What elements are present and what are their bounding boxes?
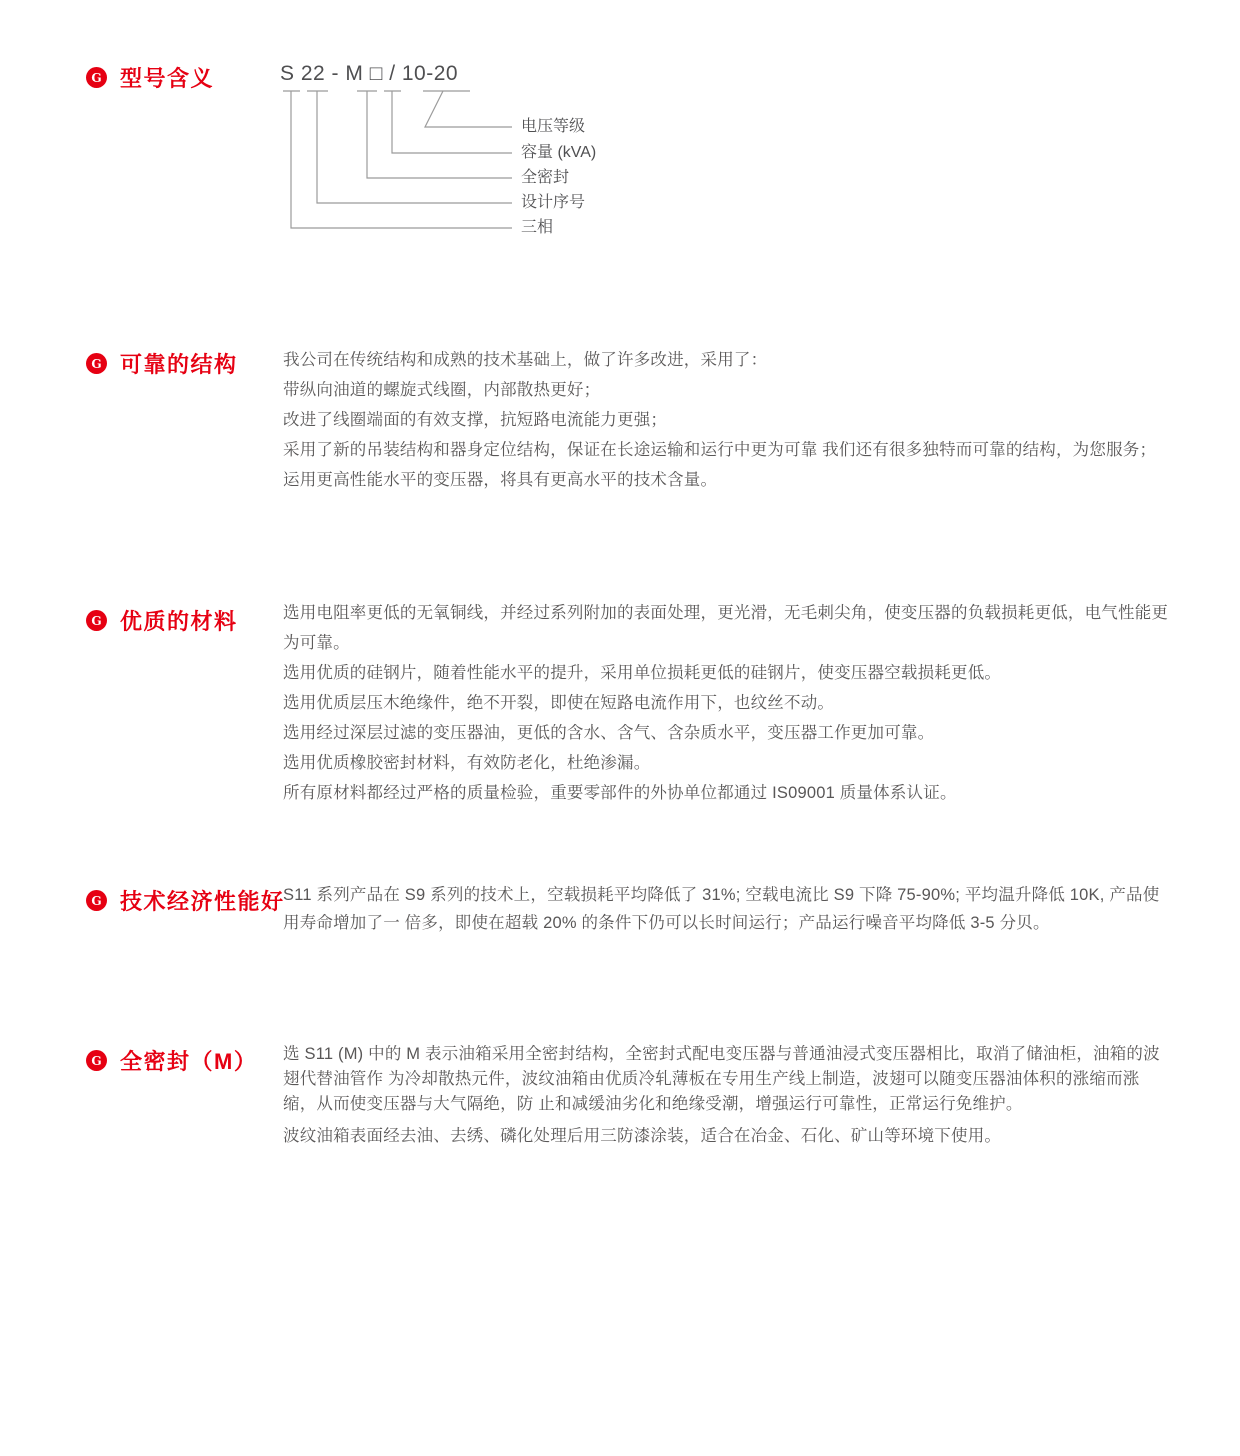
brand-bullet-glyph: G (91, 70, 102, 85)
section-sealed-body (283, 1042, 1171, 1149)
body-paragraph: 选用优质的硅钢片，随着性能水平的提升，采用单位损耗更低的硅钢片，使变压器空载损耗更低。 (283, 664, 1002, 682)
section-sealed-heading (86, 1045, 257, 1076)
section-title-sealed: 全密封（M） (120, 1049, 258, 1074)
section-title-structure: 可靠的结构 (120, 352, 238, 377)
diagram-label-voltage: 电压等级 (521, 118, 586, 135)
section-performance-heading (86, 885, 285, 916)
body-paragraph: 选用电阻率更低的无氧铜线，并经过系列附加的表面处理，更光滑，无毛刺尖角，使变压器的负载损耗更低，电气性能更为可靠。 (283, 604, 1169, 652)
section-performance-body (283, 881, 1171, 937)
brand-bullet-glyph: G (91, 613, 102, 628)
section-materials-body (283, 598, 1171, 808)
body-paragraph: 选用优质橡胶密封材料，有效防老化，杜绝渗漏。 (283, 754, 651, 772)
body-paragraph: 带纵向油道的螺旋式线圈，内部散热更好； (283, 381, 601, 399)
brand-bullet-icon (86, 610, 107, 631)
brand-bullet-glyph: G (91, 356, 102, 371)
body-paragraph: 所有原材料都经过严格的质量检验，重要零部件的外协单位都通过 IS09001 质量体系认证。 (283, 784, 957, 802)
diagram-leader-lines (275, 62, 695, 248)
diagram-label-sealed: 全密封 (521, 169, 570, 186)
body-paragraph: 采用了新的吊装结构和器身定位结构，保证在长途运输和运行中更为可靠 我们还有很多独特而可靠的结构，为您服务； (283, 441, 1157, 459)
body-paragraph: 运用更高性能水平的变压器，将具有更高水平的技术含量。 (283, 471, 718, 489)
brand-bullet-icon (86, 1050, 107, 1071)
brand-bullet-icon (86, 67, 107, 88)
diagram-label-design-no: 设计序号 (521, 194, 586, 211)
body-paragraph: 选用经过深层过滤的变压器油，更低的含水、含气、含杂质水平，变压器工作更加可靠。 (283, 724, 935, 742)
body-paragraph: S11 系列产品在 S9 系列的技术上，空载损耗平均降低了 31%; 空载电流比 S9 下降 75-90%; 平均温升降低 10K, 产品使用寿命增加了一 倍多，即使在超载 20% 的条件下仍可以长时间运行；产品运行噪音平均降低 3-5 分贝。 (283, 886, 1160, 932)
body-paragraph: 选 S11 (M) 中的 M 表示油箱采用全密封结构，全密封式配电变压器与普通油浸式变压器相比，取消了储油柜，油箱的波翅代替油管作 为冷却散热元件，波纹油箱由优质冷轧薄板在专用生产线上制造，波翅可以随变压器油体积的涨缩而涨缩，从而使变压器与大气隔绝，防 止和减缓油劣化和绝缘受潮，增强运行可靠性，正常运行免维护。 (283, 1045, 1160, 1113)
body-paragraph: 改进了线圈端面的有效支撑，抗短路电流能力更强； (283, 411, 668, 429)
diagram-label-threephase: 三相 (521, 219, 554, 236)
model-code-diagram (275, 62, 695, 248)
brand-bullet-icon (86, 890, 107, 911)
model-code: S 22 - M □ / 10-20 (280, 62, 459, 85)
section-title-materials: 优质的材料 (120, 609, 238, 634)
brand-bullet-icon (86, 353, 107, 374)
section-model-meaning-heading (86, 62, 214, 93)
section-structure-body (283, 345, 1171, 495)
body-paragraph: 波纹油箱表面经去油、去绣、磷化处理后用三防漆涂装，适合在冶金、石化、矿山等环境下使用。 (283, 1127, 1002, 1145)
section-title-performance: 技术经济性能好 (120, 889, 285, 914)
body-paragraph: 选用优质层压木绝缘件，绝不开裂，即使在短路电流作用下，也纹丝不动。 (283, 694, 835, 712)
section-structure-heading (86, 348, 238, 379)
brand-bullet-glyph: G (91, 893, 102, 908)
body-paragraph: 我公司在传统结构和成熟的技术基础上，做了许多改进，采用了： (283, 351, 768, 369)
section-materials-heading (86, 605, 238, 636)
brand-bullet-glyph: G (91, 1053, 102, 1068)
diagram-label-capacity: 容量 (kVA) (521, 144, 597, 161)
section-title-model-meaning: 型号含义 (120, 66, 215, 91)
